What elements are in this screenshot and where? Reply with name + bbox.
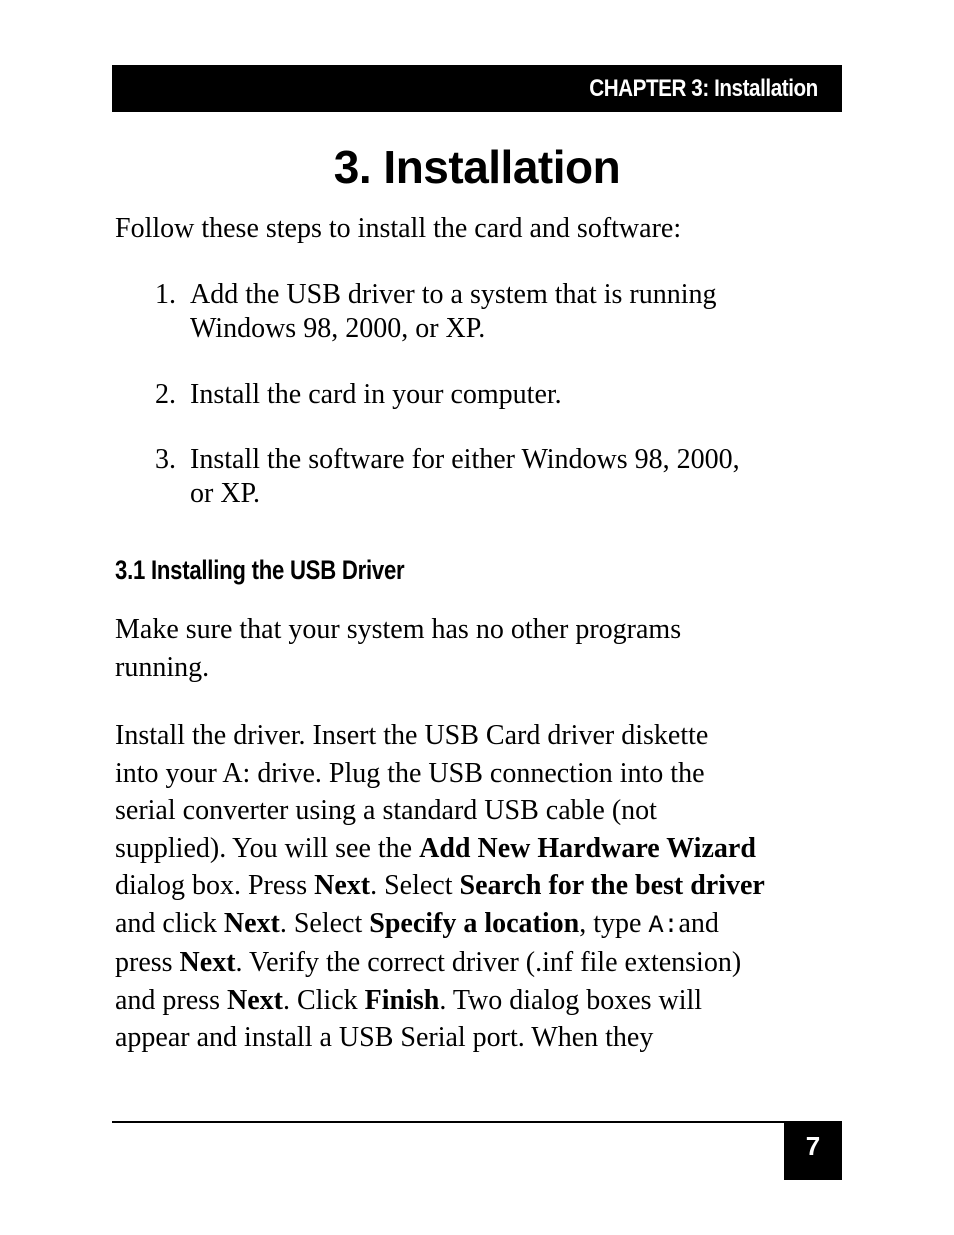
paragraph-line (115, 982, 765, 1020)
text-run: . Select (370, 870, 460, 901)
text-run: dialog box. Press (115, 870, 315, 901)
paragraph-install-driver (115, 717, 765, 1057)
step-number: 1. (155, 279, 176, 310)
text-run: . Click (282, 984, 365, 1016)
paragraph-line: into your A: drive. Plug the USB connection into the (115, 757, 705, 789)
page-number: 7 (805, 1131, 821, 1161)
typed-value-drive: A: (648, 910, 679, 940)
paragraph-line (115, 905, 765, 945)
text-run: . Verify the correct driver (.inf file extension) (235, 947, 742, 978)
step-text-line: Install the card in your computer. (190, 379, 562, 410)
ui-term-finish: Finish (364, 984, 440, 1016)
chapter-header-label: CHAPTER 3: Installation (589, 75, 818, 102)
step-text-line: Windows 98, 2000, or XP. (190, 313, 486, 344)
ui-term-next: Next (223, 907, 280, 939)
ui-term-next: Next (226, 984, 283, 1016)
footer-rule (112, 1121, 842, 1123)
paragraph-line: Install the driver. Insert the USB Card driver diskette (115, 720, 709, 751)
text-run: press (115, 947, 180, 978)
intro-paragraph: Follow these steps to install the card and software: (115, 213, 682, 244)
paragraph-line: serial converter using a standard USB cable (not (115, 795, 657, 826)
text-run: and press (115, 984, 227, 1016)
ui-term-search-best-driver: Search for the best driver (459, 870, 765, 901)
chapter-header-bar (112, 65, 842, 112)
page-number-box (784, 1121, 842, 1180)
step-text-line: Add the USB driver to a system that is running (190, 279, 717, 310)
step-number: 2. (155, 379, 176, 410)
text-run: . Two dialog boxes will (439, 984, 703, 1016)
text-run: supplied). You will see the (115, 832, 420, 864)
text-run: and (678, 907, 719, 939)
paragraph-line (115, 867, 765, 905)
ui-term-specify-location: Specify a location (369, 907, 580, 939)
section-heading: 3.1 Installing the USB Driver (115, 555, 405, 585)
ui-term-next: Next (179, 947, 236, 978)
paragraph-line: appear and install a USB Serial port. When they (115, 1022, 654, 1053)
step-text-line: Install the software for either Windows 98, 2000, (190, 444, 740, 475)
text-run: and click (115, 907, 224, 939)
step-number: 3. (155, 444, 176, 475)
text-run: , type (579, 907, 649, 939)
paragraph-system-check (115, 611, 681, 686)
paragraph-line: running. (115, 651, 210, 683)
ui-term-add-new-hardware-wizard: Add New Hardware Wizard (419, 832, 756, 864)
page-title: 3. Installation (333, 141, 621, 193)
paragraph-line: Make sure that your system has no other programs (115, 614, 682, 645)
text-run: . Select (279, 907, 370, 939)
paragraph-line (115, 944, 765, 982)
ui-term-next: Next (314, 870, 371, 901)
step-text-line: or XP. (190, 478, 261, 509)
paragraph-line (115, 830, 765, 868)
